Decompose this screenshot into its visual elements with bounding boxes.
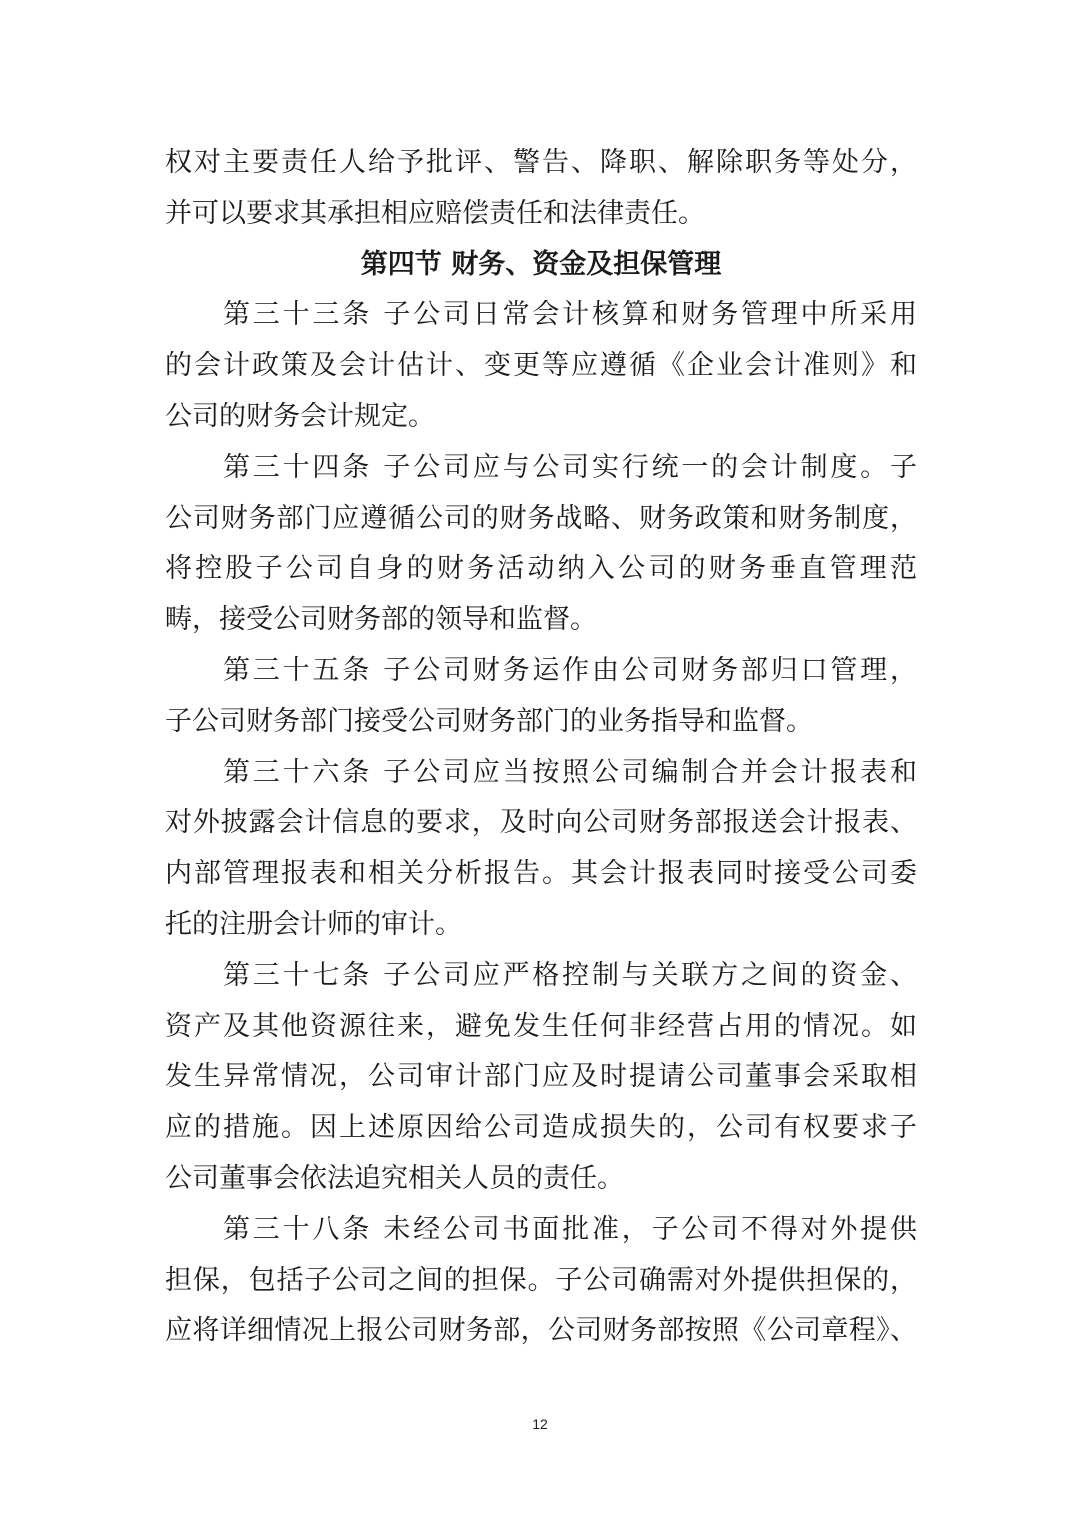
text-line: 应的措施。因上述原因给公司造成损失的，公司有权要求子 [165,1112,917,1144]
text-line: 资产及其他资源往来，避免发生任何非经营占用的情况。如 [165,1010,917,1042]
text-line: 的会计政策及会计估计、变更等应遵循《企业会计准则》和 [165,350,917,382]
article-33-first-line: 第三十三条 子公司日常会计核算和财务管理中所采用 [223,299,917,331]
article-38-first-line: 第三十八条 未经公司书面批准，子公司不得对外提供 [223,1213,917,1245]
text-line: 担保，包括子公司之间的担保。子公司确需对外提供担保的， [165,1264,917,1296]
text-line: 子公司财务部门接受公司财务部门的业务指导和监督。 [165,705,813,737]
text-line: 权对主要责任人给予批评、警告、降职、解除职务等处分， [165,147,917,178]
text-line: 公司的财务会计规定。 [165,400,435,432]
article-37-first-line: 第三十七条 子公司应严格控制与关联方之间的资金、 [223,959,917,991]
article-35-first-line: 第三十五条 子公司财务运作由公司财务部归口管理， [223,654,917,686]
document-body [165,138,917,1357]
article-36-first-line: 第三十六条 子公司应当按照公司编制合并会计报表和 [223,756,917,788]
text-line: 应将详细情况上报公司财务部，公司财务部按照《公司章程》、 [165,1315,917,1347]
section-heading: 第四节 财务、资金及担保管理 [360,248,722,280]
text-line: 公司董事会依法追究相关人员的责任。 [165,1162,624,1194]
text-line: 发生异常情况，公司审计部门应及时提请公司董事会采取相 [165,1061,917,1093]
text-line: 托的注册会计师的审计。 [165,908,462,940]
article-34-first-line: 第三十四条 子公司应与公司实行统一的会计制度。子 [223,451,917,483]
text-line: 将控股子公司自身的财务活动纳入公司的财务垂直管理范 [165,553,917,585]
text-line: 畴，接受公司财务部的领导和监督。 [165,604,597,636]
text-line: 对外披露会计信息的要求，及时向公司财务部报送会计报表、 [165,807,917,839]
text-line: 公司财务部门应遵循公司的财务战略、财务政策和财务制度， [165,502,917,534]
text-line: 内部管理报表和相关分析报告。其会计报表同时接受公司委 [165,858,917,890]
page-number: 12 [532,1416,548,1432]
text-line: 并可以要求其承担相应赔偿责任和法律责任。 [165,197,705,229]
